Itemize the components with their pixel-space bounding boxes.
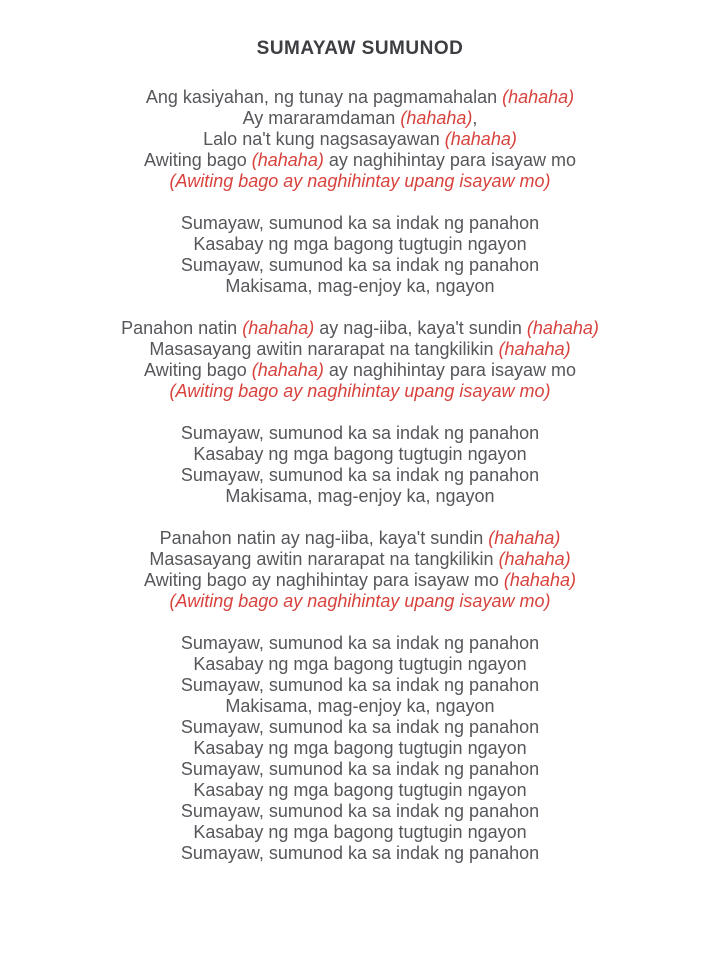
lyric-segment: Kasabay ng mga bagong tugtugin ngayon (193, 822, 527, 842)
lyric-line (0, 255, 720, 276)
lyric-segment-red: (hahaha) (502, 87, 575, 107)
lyric-segment: Kasabay ng mga bagong tugtugin ngayon (193, 234, 527, 254)
lyric-segment: Sumayaw, sumunod ka sa indak ng panahon (180, 255, 540, 275)
lyric-line (0, 570, 720, 591)
lyric-segment: Sumayaw, sumunod ka sa indak ng panahon (180, 633, 540, 653)
lyric-segment: Kasabay ng mga bagong tugtugin ngayon (193, 780, 527, 800)
lyric-line (0, 528, 720, 549)
lyric-segment: Sumayaw, sumunod ka sa indak ng panahon (180, 213, 540, 233)
lyric-line (0, 822, 720, 843)
stanza (0, 318, 720, 402)
lyric-segment-red: (hahaha) (526, 318, 599, 338)
lyric-segment: Sumayaw, sumunod ka sa indak ng panahon (180, 423, 540, 443)
lyric-line (0, 318, 720, 339)
lyric-segment: Makisama, mag-enjoy ka, ngayon (225, 276, 495, 296)
lyric-segment: Sumayaw, sumunod ka sa indak ng panahon (180, 759, 540, 779)
lyric-segment-red: (Awiting bago ay naghihintay upang isayaw mo) (169, 171, 551, 191)
lyric-segment: ay nag-iiba, kaya't sundin (314, 318, 527, 338)
lyric-segment: Sumayaw, sumunod ka sa indak ng panahon (180, 465, 540, 485)
lyric-segment-red: (hahaha) (498, 549, 571, 569)
lyric-segment: ay naghihintay para isayaw mo (323, 360, 576, 380)
lyric-segment: Panahon natin (121, 318, 243, 338)
lyric-segment: Sumayaw, sumunod ka sa indak ng panahon (180, 843, 540, 863)
lyric-segment: Kasabay ng mga bagong tugtugin ngayon (193, 738, 527, 758)
lyric-line (0, 423, 720, 444)
lyric-line (0, 213, 720, 234)
lyric-line (0, 675, 720, 696)
lyric-line (0, 129, 720, 150)
lyric-line (0, 717, 720, 738)
lyric-line (0, 360, 720, 381)
lyric-segment: Awiting bago (144, 150, 252, 170)
stanza (0, 423, 720, 507)
lyric-segment: Ang kasiyahan, ng tunay na pagmamahalan (145, 87, 503, 107)
lyric-segment-red: (hahaha) (251, 150, 324, 170)
lyric-line (0, 486, 720, 507)
lyric-line (0, 381, 720, 402)
lyric-segment: Awiting bago ay naghihintay para isayaw mo (144, 570, 504, 590)
lyric-segment: Sumayaw, sumunod ka sa indak ng panahon (180, 801, 540, 821)
lyric-segment: ay naghihintay para isayaw mo (323, 150, 576, 170)
lyric-line (0, 654, 720, 675)
lyric-line (0, 339, 720, 360)
stanza (0, 87, 720, 192)
lyric-line (0, 444, 720, 465)
lyric-segment-red: (hahaha) (400, 108, 473, 128)
lyric-segment: Panahon natin ay nag-iiba, kaya't sundin (159, 528, 489, 548)
lyric-segment: Makisama, mag-enjoy ka, ngayon (225, 486, 495, 506)
lyric-segment-red: (hahaha) (503, 570, 576, 590)
lyric-line (0, 633, 720, 654)
lyric-line (0, 234, 720, 255)
stanza (0, 213, 720, 297)
lyric-segment: Ay mararamdaman (242, 108, 401, 128)
lyric-line (0, 465, 720, 486)
lyric-segment-red: (hahaha) (488, 528, 561, 548)
lyric-segment-red: (Awiting bago ay naghihintay upang isayaw mo) (169, 381, 551, 401)
song-title: SUMAYAW SUMUNOD (256, 38, 464, 59)
lyric-segment: Sumayaw, sumunod ka sa indak ng panahon (180, 717, 540, 737)
lyric-segment-red: (hahaha) (242, 318, 315, 338)
lyric-line (0, 150, 720, 171)
lyric-segment-red: (hahaha) (498, 339, 571, 359)
lyric-segment: Kasabay ng mga bagong tugtugin ngayon (193, 654, 527, 674)
lyric-segment: , (472, 108, 478, 128)
lyric-line (0, 549, 720, 570)
lyrics-body (0, 87, 720, 864)
lyric-segment-red: (hahaha) (444, 129, 517, 149)
lyric-segment: Masasayang awitin nararapat na tangkilikin (149, 339, 499, 359)
stanza (0, 528, 720, 612)
lyric-line (0, 759, 720, 780)
lyric-line (0, 696, 720, 717)
lyric-line (0, 591, 720, 612)
lyric-line (0, 738, 720, 759)
lyric-line (0, 87, 720, 108)
lyric-segment-red: (hahaha) (251, 360, 324, 380)
lyric-segment: Sumayaw, sumunod ka sa indak ng panahon (180, 675, 540, 695)
lyric-segment-red: (Awiting bago ay naghihintay upang isayaw mo) (169, 591, 551, 611)
lyric-segment: Makisama, mag-enjoy ka, ngayon (225, 696, 495, 716)
lyric-segment: Awiting bago (144, 360, 252, 380)
lyric-line (0, 780, 720, 801)
lyric-line (0, 171, 720, 192)
lyric-line (0, 843, 720, 864)
lyric-line (0, 801, 720, 822)
stanza (0, 633, 720, 864)
lyric-line (0, 276, 720, 297)
lyric-segment: Lalo na't kung nagsasayawan (203, 129, 445, 149)
lyric-line (0, 108, 720, 129)
lyric-segment: Masasayang awitin nararapat na tangkilikin (149, 549, 499, 569)
lyric-segment: Kasabay ng mga bagong tugtugin ngayon (193, 444, 527, 464)
